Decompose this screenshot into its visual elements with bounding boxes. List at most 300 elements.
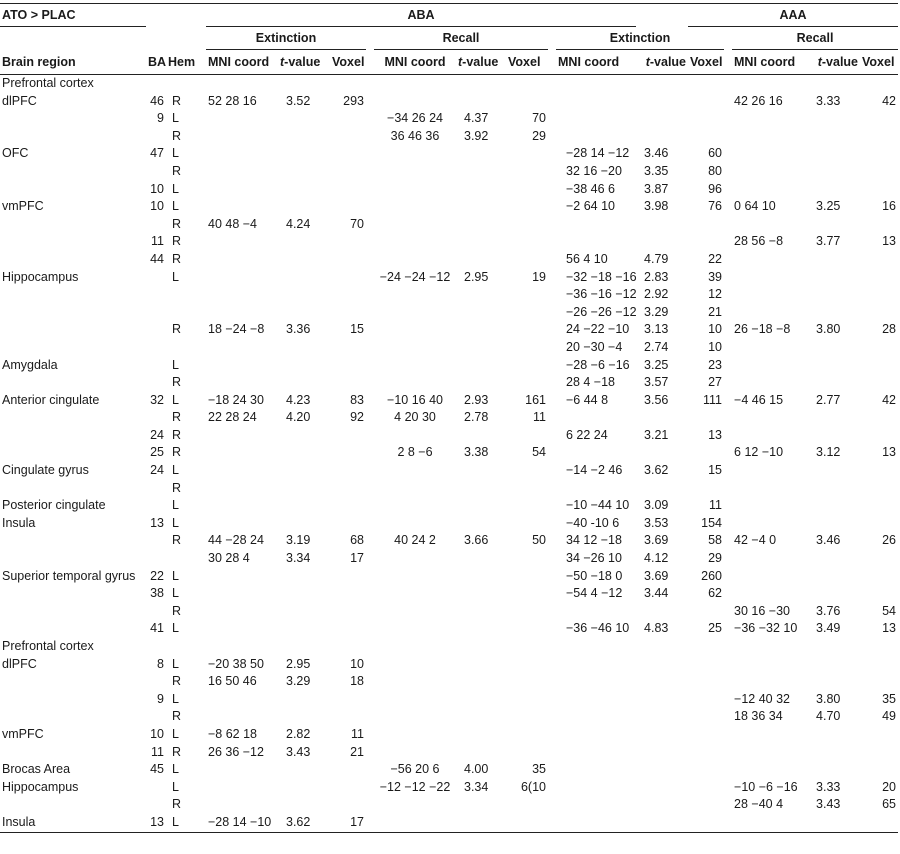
cell-aba-ext-mni <box>206 585 278 603</box>
cell-ba <box>146 708 166 726</box>
cell-aaa-rec-mni <box>732 515 808 533</box>
cell-hem: L <box>172 111 179 126</box>
cell-aaa-rec-mni <box>732 814 808 832</box>
column-gap <box>724 708 732 726</box>
cell-aaa-rec-mni <box>732 339 808 357</box>
cell-aaa-ext-mni <box>556 779 636 797</box>
cell-aaa-rec-t: 3.33 <box>816 779 841 794</box>
cell-brain-region <box>0 620 146 638</box>
cell-aaa-rec-t <box>808 638 860 656</box>
cell-aaa-ext-mni <box>556 93 636 111</box>
column-gap <box>366 374 374 392</box>
cell-aba-ext-t <box>278 374 330 392</box>
cell-aba-rec-voxel <box>506 673 548 691</box>
cell-brain-region: Hippocampus <box>2 779 79 794</box>
cell-aba-ext-voxel <box>330 304 366 322</box>
cell-aba-rec-mni <box>374 480 456 498</box>
cell-aba-rec-mni <box>374 321 456 339</box>
cell-aaa-rec-mni <box>732 585 808 603</box>
cell-aba-rec-voxel <box>506 585 548 603</box>
cell-aaa-ext-mni: −54 4 −12 <box>566 586 623 601</box>
column-gap <box>366 286 374 304</box>
cell-aaa-ext-mni: −26 −26 −12 <box>566 304 637 319</box>
column-gap <box>548 444 556 462</box>
table-row <box>0 427 898 445</box>
cell-hem: R <box>172 480 182 495</box>
cell-aba-ext-t: 4.20 <box>286 410 311 425</box>
cell-aba-rec-voxel <box>506 233 548 251</box>
table-row <box>0 515 898 533</box>
cell-aba-ext-voxel <box>330 181 366 199</box>
cell-hem: L <box>172 181 179 196</box>
cell-aba-ext-voxel: 21 <box>350 744 364 759</box>
cell-aba-ext-t <box>278 269 330 287</box>
cell-hem: L <box>166 814 206 832</box>
cell-aaa-rec-mni <box>732 374 808 392</box>
cell-aba-ext-t: 4.24 <box>286 216 311 231</box>
cell-aaa-rec-t <box>808 427 860 445</box>
column-gap <box>724 198 732 216</box>
cell-hem: R <box>172 163 182 178</box>
cell-aaa-ext-mni <box>556 409 636 427</box>
cell-aba-ext-mni: 44 −28 24 <box>208 533 264 548</box>
cell-aaa-rec-t <box>808 374 860 392</box>
cell-aaa-rec-voxel <box>860 726 898 744</box>
cell-aba-rec-t <box>456 515 506 533</box>
cell-aba-rec-voxel <box>506 374 548 392</box>
cell-aaa-rec-mni <box>732 357 808 375</box>
results-table <box>0 3 898 833</box>
cell-aaa-ext-mni: −40 -10 6 <box>566 515 620 530</box>
cell-aba-rec-mni <box>374 620 456 638</box>
column-gap <box>366 251 374 269</box>
cell-aba-ext-mni <box>206 286 278 304</box>
table-row <box>0 75 898 93</box>
cell-aba-ext-mni: 22 28 24 <box>208 410 257 425</box>
column-gap <box>548 761 556 779</box>
column-gap <box>548 145 556 163</box>
cell-aba-ext-voxel <box>330 691 366 709</box>
cell-aaa-ext-mni <box>556 444 636 462</box>
column-gap <box>724 339 732 357</box>
cell-ba: 25 <box>150 445 164 460</box>
cell-ba: 13 <box>150 515 164 530</box>
column-gap <box>724 673 732 691</box>
cell-aaa-rec-mni <box>732 409 808 427</box>
cell-aba-ext-mni <box>206 374 278 392</box>
cell-aba-rec-mni <box>374 216 456 234</box>
cell-aaa-rec-voxel: 13 <box>882 234 897 249</box>
cell-aaa-rec-t <box>808 181 860 199</box>
col-t-value: t-value <box>808 50 860 75</box>
column-gap <box>724 603 732 621</box>
column-gap <box>724 744 732 762</box>
cell-brain-region: Prefrontal cortex <box>2 76 94 90</box>
cell-aba-rec-t <box>456 796 506 814</box>
cell-brain-region <box>0 163 146 181</box>
cell-aba-rec-t <box>456 744 506 762</box>
column-gap <box>548 691 556 709</box>
cell-aaa-ext-t <box>636 128 688 146</box>
cell-aba-rec-voxel <box>506 796 548 814</box>
cell-aaa-ext-mni <box>556 110 636 128</box>
cell-ba <box>146 532 166 550</box>
cell-aba-ext-mni <box>206 163 278 181</box>
cell-aba-rec-voxel <box>506 603 548 621</box>
cell-aaa-rec-mni <box>732 638 808 656</box>
cell-aaa-rec-voxel <box>860 585 898 603</box>
cell-aba-ext-t <box>278 181 330 199</box>
cell-aba-rec-mni <box>374 233 456 251</box>
cell-aba-rec-voxel <box>506 427 548 445</box>
cell-aba-ext-mni: 18 −24 −8 <box>208 322 265 337</box>
cell-aaa-rec-voxel <box>860 269 898 287</box>
cell-brain-region: Insula <box>0 814 146 832</box>
cell-aba-rec-voxel <box>506 620 548 638</box>
column-gap <box>548 181 556 199</box>
cell-aba-ext-mni: −20 38 50 <box>208 656 264 671</box>
cell-aaa-ext-t <box>636 656 688 674</box>
cell-aba-ext-t <box>278 357 330 375</box>
cell-aaa-rec-t <box>808 269 860 287</box>
cell-aba-rec-voxel <box>506 163 548 181</box>
table-row <box>0 462 898 480</box>
cell-aba-ext-t <box>278 603 330 621</box>
cell-aba-ext-t <box>278 620 330 638</box>
table-row <box>0 568 898 586</box>
cell-aaa-ext-t: 3.57 <box>644 375 669 390</box>
cell-aaa-rec-mni <box>732 145 808 163</box>
table-row <box>0 145 898 163</box>
cell-aba-rec-voxel <box>506 198 548 216</box>
cell-aaa-rec-voxel <box>860 761 898 779</box>
column-gap <box>724 444 732 462</box>
cell-aaa-rec-t <box>808 75 860 93</box>
cell-aaa-rec-mni: −12 40 32 <box>734 691 790 706</box>
cell-aba-ext-mni: −8 62 18 <box>208 726 258 741</box>
column-gap <box>366 603 374 621</box>
cell-aba-rec-t: 2.95 <box>464 269 489 284</box>
column-gap <box>548 462 556 480</box>
cell-ba <box>146 286 166 304</box>
cell-hem <box>166 286 206 304</box>
column-gap <box>724 568 732 586</box>
cell-aba-ext-voxel <box>330 638 366 656</box>
cell-brain-region: Insula <box>2 515 36 530</box>
cell-aaa-ext-mni <box>556 814 636 832</box>
cell-aba-rec-voxel <box>506 286 548 304</box>
cell-aba-ext-voxel <box>330 269 366 287</box>
column-gap <box>548 550 556 568</box>
column-gap <box>366 761 374 779</box>
cell-aba-rec-mni: 2 8 −6 <box>397 445 433 460</box>
cell-hem: L <box>172 779 179 794</box>
cell-aaa-rec-voxel <box>860 75 898 93</box>
cell-brain-region <box>0 128 146 146</box>
cell-aaa-rec-voxel: 28 <box>882 322 897 337</box>
cell-ba: 38 <box>150 586 164 601</box>
column-gap <box>366 145 374 163</box>
cell-aba-ext-mni <box>206 233 278 251</box>
cell-aaa-ext-mni: 56 4 10 <box>566 251 608 266</box>
cell-hem: L <box>172 392 179 407</box>
cell-aba-rec-voxel <box>506 515 548 533</box>
cell-aaa-ext-t <box>636 480 688 498</box>
cell-aba-ext-voxel: 293 <box>343 93 364 108</box>
cell-aba-rec-t <box>456 163 506 181</box>
cell-aba-ext-mni: −18 24 30 <box>208 392 264 407</box>
cell-aba-rec-t <box>456 286 506 304</box>
cell-hem: L <box>172 586 179 601</box>
cell-aba-ext-t: 3.29 <box>286 674 311 689</box>
cell-aaa-ext-t: 3.98 <box>644 199 669 214</box>
cell-aba-rec-mni <box>374 638 456 656</box>
cell-aba-rec-mni <box>374 497 456 515</box>
cell-aaa-ext-voxel: 154 <box>701 515 723 530</box>
col-ba: BA <box>146 50 166 75</box>
cell-aaa-rec-t <box>808 304 860 322</box>
table-row <box>0 304 898 322</box>
cell-aba-rec-mni <box>374 93 456 111</box>
column-gap <box>366 673 374 691</box>
table-row <box>0 357 898 375</box>
column-gap <box>548 251 556 269</box>
cell-aba-rec-t <box>456 462 506 480</box>
cell-aaa-rec-mni <box>732 656 808 674</box>
column-gap <box>366 128 374 146</box>
cell-brain-region <box>0 181 146 199</box>
cell-aaa-rec-voxel <box>860 374 898 392</box>
column-gap <box>548 779 556 797</box>
col-brain-region: Brain region <box>0 50 146 75</box>
cell-aaa-rec-t <box>808 656 860 674</box>
cell-brain-region <box>0 110 146 128</box>
cell-aba-rec-mni <box>374 357 456 375</box>
cell-aaa-ext-t <box>636 444 688 462</box>
cell-aba-ext-voxel: 83 <box>350 392 364 407</box>
cell-aba-ext-mni <box>206 110 278 128</box>
comparison-label: ATO > PLAC <box>0 4 146 27</box>
column-gap <box>366 726 374 744</box>
column-gap <box>548 620 556 638</box>
column-gap <box>366 198 374 216</box>
cell-hem <box>166 75 206 93</box>
cell-aba-rec-voxel <box>506 691 548 709</box>
cell-ba: 9 <box>157 111 164 126</box>
cell-aaa-ext-voxel <box>688 691 724 709</box>
cell-aba-rec-voxel <box>506 145 548 163</box>
cell-aba-rec-mni <box>374 603 456 621</box>
cell-ba: 47 <box>150 146 164 161</box>
cell-aaa-ext-voxel: 25 <box>708 621 723 636</box>
cell-hem: L <box>172 357 179 372</box>
cell-aaa-rec-voxel <box>860 656 898 674</box>
cell-aaa-rec-mni <box>732 304 808 322</box>
col-mni: MNI coord <box>732 50 808 75</box>
column-gap <box>548 163 556 181</box>
cell-aaa-ext-voxel <box>688 761 724 779</box>
cell-ba <box>146 603 166 621</box>
column-gap <box>724 75 732 93</box>
cell-aba-ext-voxel <box>330 75 366 93</box>
cell-aaa-rec-t: 3.77 <box>816 234 841 249</box>
column-gap <box>724 357 732 375</box>
column-gap <box>724 638 732 656</box>
cell-aaa-ext-t: 3.44 <box>644 586 669 601</box>
cell-aaa-ext-voxel: 29 <box>708 551 723 566</box>
column-gap <box>366 321 374 339</box>
cell-aba-rec-mni <box>374 814 456 832</box>
cell-aaa-rec-t: 2.77 <box>816 392 841 407</box>
cell-aba-rec-voxel: 54 <box>532 445 546 460</box>
cell-hem: L <box>172 621 179 636</box>
column-gap <box>548 427 556 445</box>
cell-aaa-ext-voxel: 39 <box>708 269 723 284</box>
cell-aaa-ext-voxel: 11 <box>709 498 723 513</box>
cell-aaa-rec-mni <box>732 128 808 146</box>
cell-aba-rec-mni: −10 16 40 <box>387 392 443 407</box>
cell-aaa-rec-mni <box>732 761 808 779</box>
table-row <box>0 110 898 128</box>
cell-ba <box>146 321 166 339</box>
cell-aba-rec-mni <box>374 568 456 586</box>
cell-brain-region <box>0 603 146 621</box>
cell-hem: R <box>172 93 182 108</box>
cell-ba: 41 <box>150 621 164 636</box>
cell-aaa-ext-t <box>636 603 688 621</box>
cell-aba-ext-voxel <box>330 427 366 445</box>
cell-aaa-rec-t: 3.25 <box>816 199 841 214</box>
cell-aba-rec-mni: 4 20 30 <box>394 410 436 425</box>
table-row <box>0 761 898 779</box>
cell-aba-ext-t <box>278 339 330 357</box>
cell-aaa-ext-mni: 34 −26 10 <box>566 551 622 566</box>
cell-hem: R <box>172 410 182 425</box>
column-gap <box>724 462 732 480</box>
cell-aaa-rec-mni <box>732 269 808 287</box>
cell-ba: 45 <box>150 762 164 777</box>
cell-aba-ext-mni <box>206 779 278 797</box>
cell-aba-ext-mni <box>206 304 278 322</box>
cell-aba-ext-t <box>278 761 330 779</box>
cell-aaa-rec-voxel <box>860 409 898 427</box>
cell-aaa-rec-voxel <box>860 128 898 146</box>
cell-aaa-rec-t: 3.76 <box>816 603 841 618</box>
cell-aba-rec-t <box>456 198 506 216</box>
cell-aba-ext-t <box>278 497 330 515</box>
cell-aaa-rec-t: 3.80 <box>816 322 841 337</box>
table-row <box>0 585 898 603</box>
cell-aaa-rec-mni: 42 26 16 <box>734 93 783 108</box>
cell-aaa-ext-t: 3.56 <box>644 392 669 407</box>
group-aaa: AAA <box>688 4 898 27</box>
cell-aba-ext-voxel <box>330 603 366 621</box>
column-gap <box>548 75 556 93</box>
cell-aba-rec-voxel: 50 <box>532 533 546 548</box>
cell-aaa-ext-mni: −6 44 8 <box>566 392 609 407</box>
cell-aba-rec-mni <box>374 462 456 480</box>
cell-aba-ext-t: 3.36 <box>286 322 311 337</box>
cell-aba-rec-voxel <box>506 251 548 269</box>
table-row <box>0 251 898 269</box>
cell-aaa-ext-mni: −28 14 −12 <box>566 146 630 161</box>
cell-aba-rec-t <box>456 691 506 709</box>
cell-aba-rec-t: 3.38 <box>464 445 489 460</box>
cell-aba-rec-t <box>456 304 506 322</box>
column-gap <box>366 638 374 656</box>
table-row <box>0 497 898 515</box>
cell-ba <box>146 374 166 392</box>
cell-aaa-rec-t <box>808 110 860 128</box>
cell-ba <box>146 75 166 93</box>
cell-aaa-ext-voxel: 21 <box>708 304 723 319</box>
cell-aaa-rec-t <box>808 163 860 181</box>
cell-aba-rec-t <box>456 480 506 498</box>
cell-aba-rec-mni <box>374 427 456 445</box>
cell-hem: L <box>172 463 179 478</box>
cell-aba-ext-voxel: 10 <box>350 656 364 671</box>
column-gap <box>724 145 732 163</box>
cell-aaa-ext-voxel <box>688 708 724 726</box>
phase-aaa-extinction: Extinction <box>556 27 724 50</box>
cell-hem: L <box>172 515 179 530</box>
column-gap <box>366 427 374 445</box>
cell-aaa-rec-mni: 28 56 −8 <box>734 234 784 249</box>
cell-aaa-rec-t: 3.43 <box>816 797 841 812</box>
cell-aba-rec-mni <box>374 585 456 603</box>
cell-aba-rec-voxel <box>506 357 548 375</box>
cell-ba: 11 <box>151 234 164 249</box>
cell-aba-ext-voxel: 11 <box>351 726 364 741</box>
column-gap <box>548 357 556 375</box>
cell-aba-rec-voxel <box>506 321 548 339</box>
column-gap <box>724 233 732 251</box>
cell-hem: R <box>172 128 182 143</box>
cell-aba-rec-voxel <box>506 93 548 111</box>
cell-aaa-ext-voxel: 260 <box>701 568 723 583</box>
cell-aaa-rec-voxel <box>860 638 898 656</box>
cell-aaa-rec-voxel <box>860 110 898 128</box>
cell-aba-ext-voxel: 15 <box>350 322 364 337</box>
cell-aba-rec-voxel <box>506 75 548 93</box>
cell-ba: 32 <box>150 392 164 407</box>
column-gap <box>366 304 374 322</box>
cell-aaa-rec-mni <box>732 673 808 691</box>
cell-aba-rec-t <box>456 638 506 656</box>
cell-aba-ext-voxel: 17 <box>350 551 364 566</box>
table-row <box>0 603 898 621</box>
cell-aaa-ext-voxel <box>688 216 724 234</box>
cell-aba-rec-voxel <box>506 462 548 480</box>
cell-aaa-ext-mni: −38 46 6 <box>566 181 616 196</box>
cell-hem: R <box>172 445 182 460</box>
column-gap <box>548 497 556 515</box>
cell-aba-ext-t: 3.43 <box>286 744 311 759</box>
column-gap <box>366 480 374 498</box>
cell-aaa-ext-voxel: 96 <box>708 181 723 196</box>
cell-aba-ext-t: 2.95 <box>286 656 311 671</box>
cell-aba-ext-t: 3.62 <box>278 814 330 832</box>
cell-ba <box>146 638 166 656</box>
cell-aba-ext-voxel <box>330 462 366 480</box>
cell-aaa-ext-mni: −28 −6 −16 <box>566 357 630 372</box>
cell-aba-ext-voxel <box>330 515 366 533</box>
cell-hem: R <box>172 674 182 689</box>
cell-aba-ext-t <box>278 427 330 445</box>
cell-aaa-ext-voxel <box>688 75 724 93</box>
cell-aba-ext-voxel <box>330 585 366 603</box>
column-gap <box>548 392 556 410</box>
